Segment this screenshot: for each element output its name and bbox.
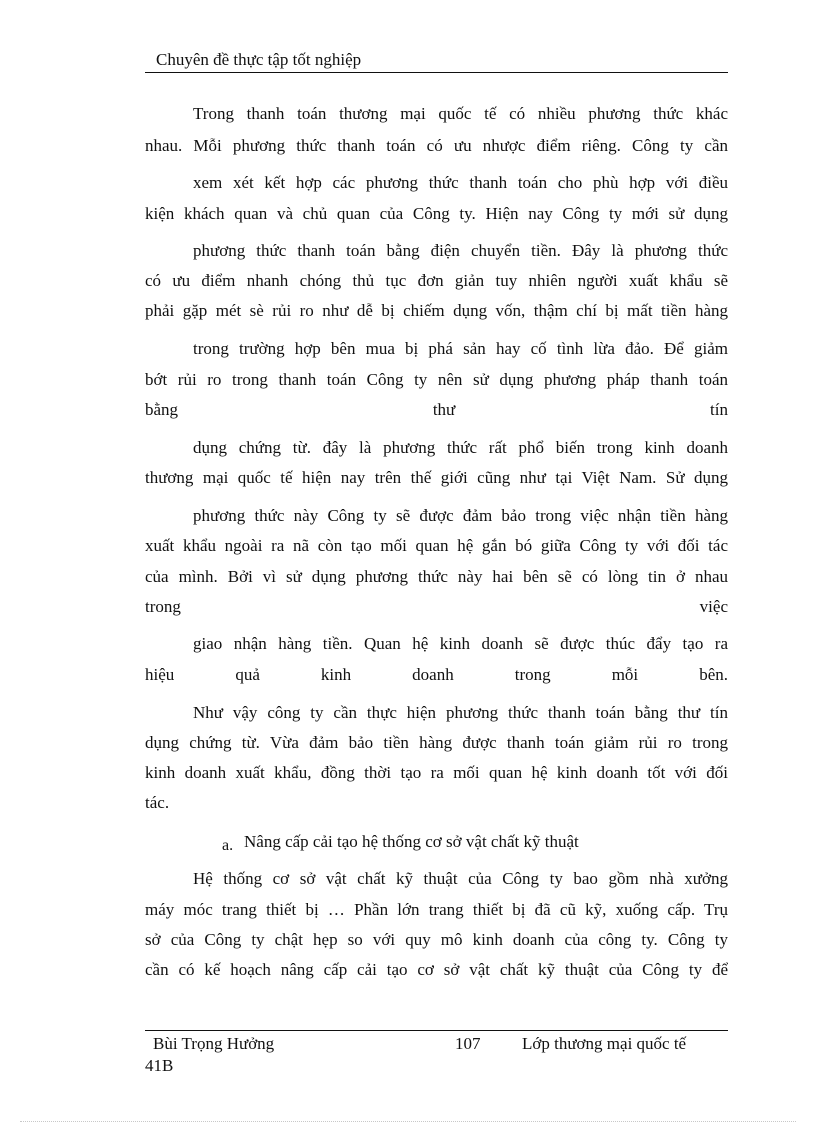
body-line: nhau. Mỗi phương thức thanh toán có ưu nhược điểm riêng. Công ty cần [145, 136, 728, 155]
body-line: của mình. Bởi vì sử dụng phương thức này hai bên sẽ có lòng tin ở nhau [145, 567, 728, 586]
footer-author: Bùi Trọng Hưởng [153, 1034, 275, 1053]
body-line: xem xét kết hợp các phương thức thanh toán cho phù hợp với điều [193, 173, 728, 192]
footer-page-number: 107 [455, 1034, 481, 1053]
section-marker: a. [222, 837, 234, 854]
body-line: phải gặp mét sè rủi ro như dễ bị chiếm dụng vốn, thậm chí bị mất tiền hàng [145, 301, 728, 320]
body-line: thương mại quốc tế hiện nay trên thế giới cũng như tại Việt Nam. Sử dụng [145, 468, 728, 487]
footer-class-code: 41B [145, 1056, 174, 1075]
body-line: phương thức thanh toán bằng điện chuyển tiền. Đây là phương thức [193, 241, 728, 260]
footer-rule [145, 1030, 728, 1031]
body-line: sở của Công ty chật hẹp so với quy mô kinh doanh của công ty. Công ty [145, 930, 728, 949]
body-line: Như vậy công ty cần thực hiện phương thức thanh toán bằng thư tín [193, 703, 728, 722]
page-bottom-border [20, 1121, 796, 1122]
section-heading-text: Nâng cấp cải tạo hệ thống cơ sở vật chất kỹ thuật [244, 832, 579, 851]
body-line: giao nhận hàng tiền. Quan hệ kinh doanh sẽ được thúc đẩy tạo ra [193, 634, 728, 653]
body-line: trong việc [145, 597, 728, 616]
footer-class-label: Lớp thương mại quốc tế [522, 1034, 687, 1053]
body-line: trong trường hợp bên mua bị phá sản hay cố tình lừa đảo. Để giảm [193, 339, 728, 358]
body-line: tác. [145, 793, 170, 812]
body-line: dụng chứng từ. Vừa đảm bảo tiền hàng được thanh toán giảm rủi ro trong [145, 733, 728, 752]
body-line: hiệu quả kinh doanh trong mỗi bên. [145, 665, 728, 684]
body-line: máy móc trang thiết bị … Phần lớn trang thiết bị đã cũ kỹ, xuống cấp. Trụ [145, 900, 728, 919]
body-line: phương thức này Công ty sẽ được đảm bảo trong việc nhận tiền hàng [193, 506, 728, 525]
header-rule [145, 72, 728, 73]
body-line: kinh doanh xuất khẩu, đồng thời tạo ra mối quan hệ kinh doanh tốt với đối [145, 763, 728, 782]
body-line: bằng thư tín [145, 400, 728, 419]
section-heading [222, 831, 728, 854]
body-line: xuất khẩu ngoài ra nã còn tạo mối quan hệ gắn bó giữa Công ty với đối tác [145, 536, 728, 555]
body-line: có ưu điểm nhanh chóng thủ tục đơn giản tuy nhiên người xuất khẩu sẽ [145, 271, 728, 290]
body-line: Hệ thống cơ sở vật chất kỹ thuật của Công ty bao gồm nhà xưởng [193, 869, 728, 888]
header-title: Chuyên đề thực tập tốt nghiệp [156, 50, 362, 69]
body-line: bớt rủi ro trong thanh toán Công ty nên sử dụng phương pháp thanh toán [145, 370, 728, 389]
body-line: kiện khách quan và chủ quan của Công ty. Hiện nay Công ty mới sử dụng [145, 204, 728, 223]
body-line: dụng chứng từ. đây là phương thức rất phổ biến trong kinh doanh [193, 438, 728, 457]
body-line: Trong thanh toán thương mại quốc tế có nhiều phương thức khác [193, 104, 728, 123]
body-line: cần có kế hoạch nâng cấp cải tạo cơ sở vật chất kỹ thuật của Công ty để [145, 960, 728, 979]
